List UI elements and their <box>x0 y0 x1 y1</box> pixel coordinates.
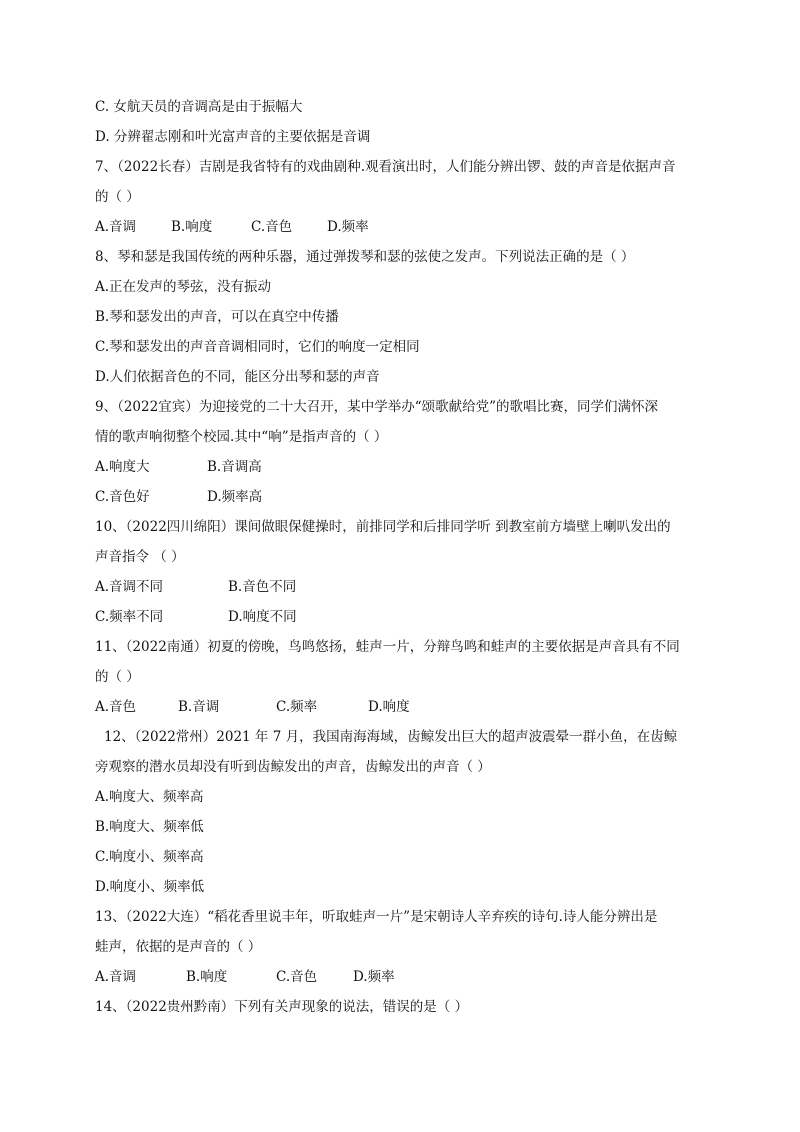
q12-option-b: B.响度大、频率低 <box>95 819 204 835</box>
q11-stem-line2: 的（ ） <box>95 669 140 685</box>
q8-option-d: D.人们依据音色的不同，能区分出琴和瑟的声音 <box>95 369 380 385</box>
q13-stem-line2: 蛙声，依据的是声音的（ ） <box>95 939 262 955</box>
q12-option-a: A.响度大、频率高 <box>95 789 204 805</box>
q9-option-c: C.音色好 <box>95 489 150 505</box>
q7-option-a: A.音调 <box>95 219 137 235</box>
q10-option-b: B.音色不同 <box>228 579 297 595</box>
q13-option-d: D.频率 <box>353 969 395 985</box>
q14-stem: 14、（2022贵州黔南）下列有关声现象的说法，错误的是（ ） <box>95 999 469 1015</box>
q9-option-a: A.响度大 <box>95 459 150 475</box>
q7-option-c: C.音色 <box>251 219 293 235</box>
q8-option-a: A.正在发声的琴弦，没有振动 <box>95 279 272 295</box>
q12-option-d: D.响度小、频率低 <box>95 879 205 895</box>
q8-stem: 8、琴和瑟是我国传统的两种乐器，通过弹拨琴和瑟的弦使之发声。下列说法正确的是（ ） <box>95 249 635 265</box>
q7-stem-line2: 的（ ） <box>95 189 140 205</box>
q12-stem-line1: 12、（2022常州）2021 年 7 月，我国南海海域，齿鲸发出巨大的超声波震晕一群小鱼，在齿鲸 <box>104 729 678 745</box>
q13-option-c: C.音色 <box>276 969 318 985</box>
q9-stem-line2: 情的歌声响彻整个校园.其中“响”是指声音的（ ） <box>95 429 388 445</box>
q10-stem-line2: 声音指令 （ ） <box>95 549 185 565</box>
q8-option-c: C.琴和瑟发出的声音音调相同时，它们的响度一定相同 <box>95 339 420 355</box>
q6-option-d: D. 分辨翟志刚和叶光富声音的主要依据是音调 <box>95 129 371 145</box>
q7-option-d: D.频率 <box>327 219 369 235</box>
q6-option-c: C. 女航天员的音调高是由于振幅大 <box>95 99 303 115</box>
q13-option-b: B.响度 <box>186 969 228 985</box>
q9-stem-line1: 9、（2022宜宾）为迎接党的二十大召开，某中学举办“颂歌献给党”的歌唱比赛，同学们满怀深 <box>95 399 658 415</box>
q11-option-a: A.音色 <box>95 699 137 715</box>
q10-stem-line1: 10、（2022四川绵阳）课间做眼保健操时，前排同学和后排同学听 到教室前方墙壁上喇叭发出的 <box>95 519 671 535</box>
q12-option-c: C.响度小、频率高 <box>95 849 204 865</box>
q12-stem-line2: 旁观察的潜水员却没有听到齿鲸发出的声音，齿鲸发出的声音（ ） <box>95 759 491 775</box>
q11-option-d: D.响度 <box>368 699 410 715</box>
q11-option-c: C.频率 <box>276 699 318 715</box>
q10-option-a: A.音调不同 <box>95 579 164 595</box>
q9-option-b: B.音调高 <box>207 459 262 475</box>
q8-option-b: B.琴和瑟发出的声音，可以在真空中传播 <box>95 309 339 325</box>
q13-stem-line1: 13、（2022大连）“稻花香里说丰年，听取蛙声一片”是宋朝诗人辛弃疾的诗句.诗人能分辨出是 <box>95 909 658 925</box>
q10-option-c: C.频率不同 <box>95 609 164 625</box>
q11-option-b: B.音调 <box>178 699 220 715</box>
q9-option-d: D.频率高 <box>207 489 263 505</box>
q10-option-d: D.响度不同 <box>228 609 297 625</box>
q7-option-b: B.响度 <box>171 219 213 235</box>
q11-stem-line1: 11、（2022南通）初夏的傍晚，鸟鸣悠扬，蛙声一片，分辩鸟鸣和蛙声的主要依据是声音具有不同 <box>95 639 680 655</box>
q13-option-a: A.音调 <box>95 969 137 985</box>
q7-stem-line1: 7、（2022长春）吉剧是我省特有的戏曲剧种.观看演出时，人们能分辨出锣、鼓的声音是依据声音 <box>95 159 676 175</box>
